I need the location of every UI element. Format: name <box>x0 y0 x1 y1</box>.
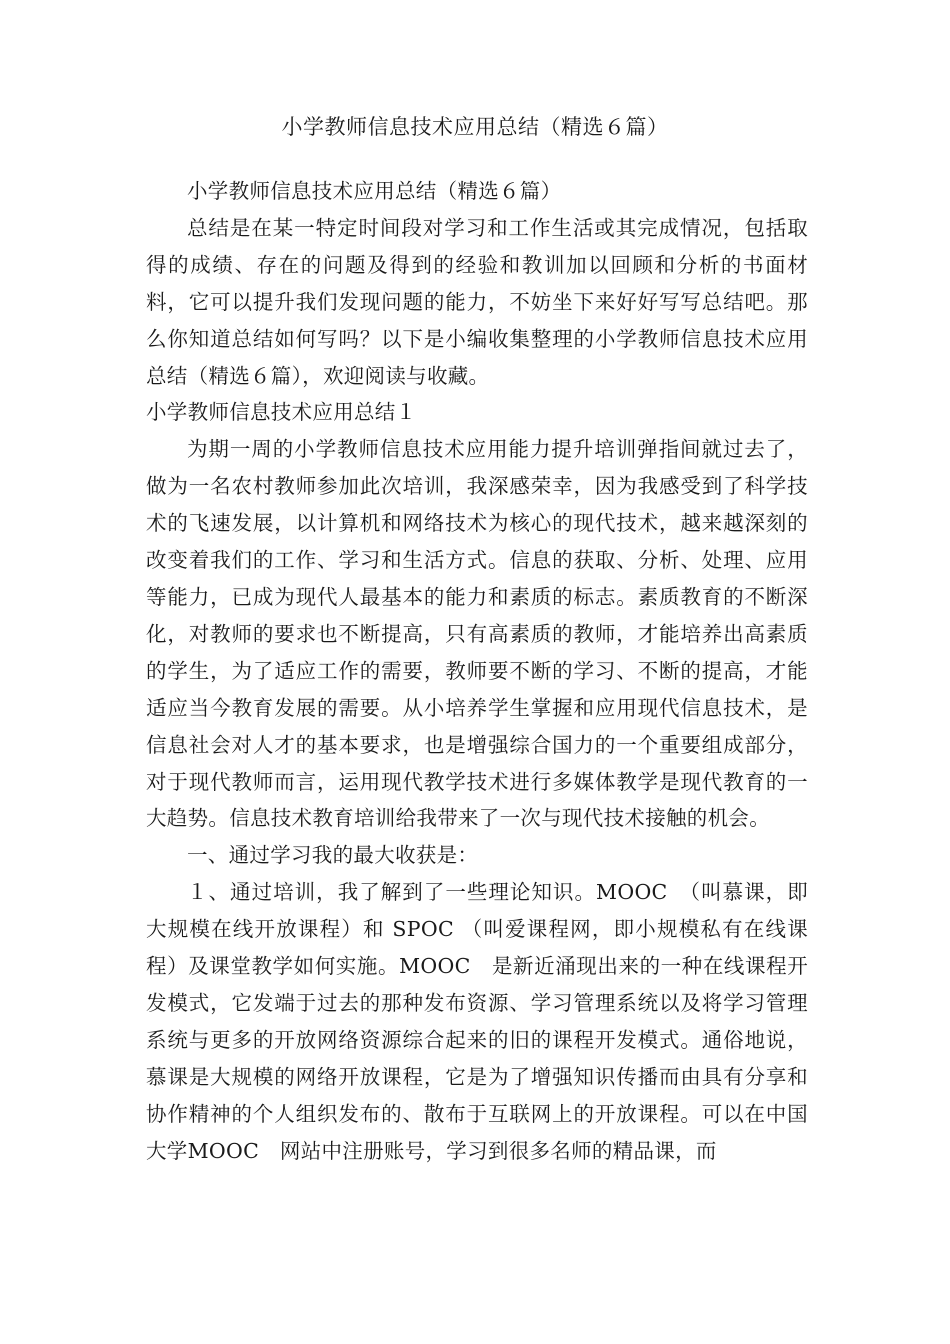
paragraph-body: 为期一周的小学教师信息技术应用能力提升培训弹指间就过去了，做为一名农村教师参加此次培训，我深感荣幸，因为我感受到了科学技术的飞速发展，以计算机和网络技术为核心的现代技术，越来越深刻的改变着我们的工作、学习和生活方式。信息的获取、分析、处理、应用等能力，已成为现代人最基本的能力和素质的标志。素质教育的不断深化，对教师的要求也不断提高，只有高素质的教师，才能培养出高素质的学生，为了适应工作的需要，教师要不断的学习、不断的提高，才能适应当今教育发展的需要。从小培养学生掌握和应用现代信息技术，是信息社会对人才的基本要求，也是增强综合国力的一个重要组成部分，对于现代教师而言，运用现代教学技术进行多媒体教学是现代教育的一大趋势。信息技术教育培训给我带来了一次与现代技术接触的机会。 <box>146 437 808 831</box>
paragraph-body-continued: １、通过培训，我了解到了一些理论知识。MOOC （叫慕课，即大规模在线开放课程）和 SPOC （叫爱课程网，即小规模私有在线课程）及课堂教学如何实施。MOOC 是新近涌现出来的一种在线课程开发模式，它发端于过去的那种发布资源、学习管理系统以及将学习管理系统与更多的开放网络资源综合起来的旧的课程开发模式。通俗地说，慕课是大规模的网络开放课程，它是为了增强知识传播而由具有分享和协作精神的个人组织发布的、散布于互联网上的开放课程。可以在中国大学MOOC 网站中注册账号，学习到很多名师的精品课，而 <box>146 880 808 1163</box>
paragraph-subheading: 一、通过学习我的最大收获是： <box>187 843 479 868</box>
document-body <box>146 173 808 1169</box>
section-heading: 小学教师信息技术应用总结１ <box>146 400 417 425</box>
paragraph-subtitle: 小学教师信息技术应用总结（精选６篇） <box>187 179 562 203</box>
document-title: 小学教师信息技术应用总结（精选６篇） <box>281 115 669 139</box>
paragraph-intro: 总结是在某一特定时间段对学习和工作生活或其完成情况，包括取得的成绩、存在的问题及得到的经验和教训加以回顾和分析的书面材料，它可以提升我们发现问题的能力，不妨坐下来好好写写总结吧。那么你知道总结如何写吗？以下是小编收集整理的小学教师信息技术应用总结（精选６篇），欢迎阅读与收藏。 <box>146 215 808 388</box>
